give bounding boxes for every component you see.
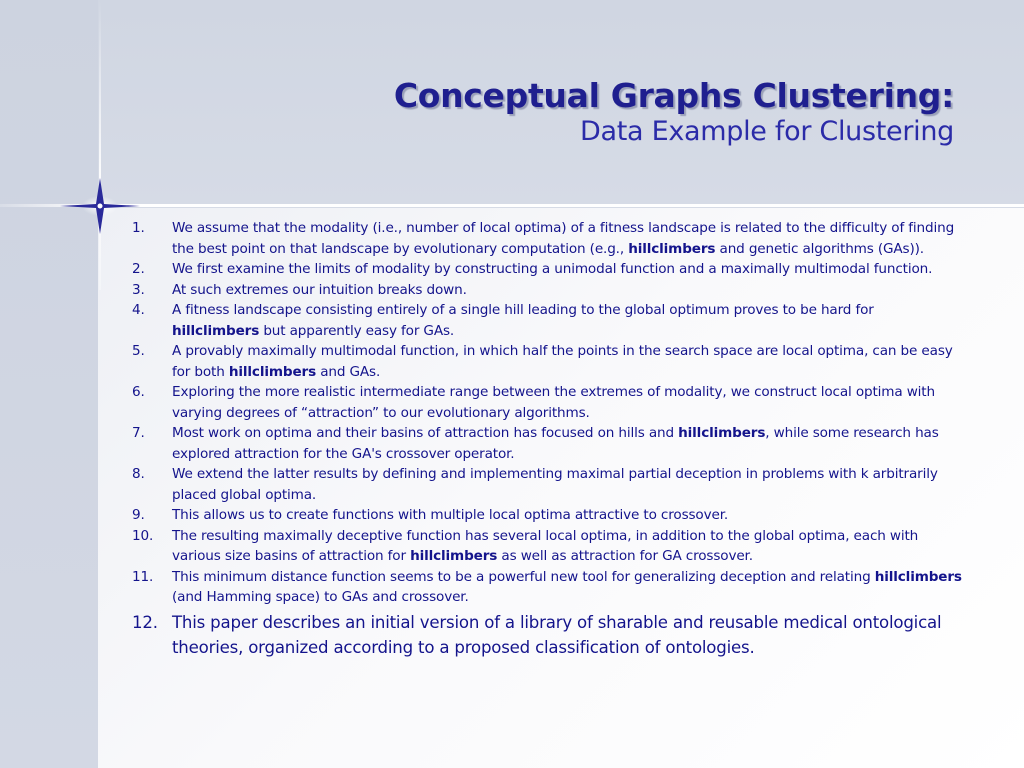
list-item-emphasis: hillclimbers (874, 568, 962, 585)
list-item-number: 2. (132, 261, 145, 277)
list-item-text (172, 259, 962, 280)
list-item-number: 3. (132, 281, 145, 298)
list-item-emphasis: hillclimbers (228, 363, 317, 380)
list-item-text-start: This minimum distance function seems to be a powerful new tool for generalizing deception and relating (172, 568, 875, 585)
list-item-emphasis: hillclimbers (410, 548, 498, 564)
list-item-text (172, 280, 962, 301)
list-item (132, 505, 962, 526)
list-item-text-start: Exploring the more realistic intermediate range between the extremes of modality, we construct local optima with varying degrees of “attraction” to our evolutionary algorithms. (172, 384, 935, 421)
list-item-text (172, 567, 962, 608)
list-item-text (172, 464, 962, 505)
list-item (132, 610, 962, 660)
list-item (132, 423, 962, 464)
list-item-text-start: We assume that the modality (i.e., number of local optima) of a fitness landscape is related to the difficulty of finding the best point on that landscape by evolutionary computation (e.g., (172, 220, 955, 257)
list-item-text-end: but apparently easy for GAs. (259, 322, 455, 339)
list-item (132, 382, 962, 423)
list-item (132, 218, 962, 259)
title-block (394, 76, 954, 149)
list-item-number: 8. (132, 466, 145, 482)
list-item-number: 7. (132, 425, 145, 441)
list-item-text-end: and genetic algorithms (GAs)). (715, 240, 924, 257)
list-item (132, 464, 962, 505)
list-item-emphasis: hillclimbers (172, 322, 260, 339)
list-item-text (172, 300, 962, 341)
list-item-number: 12. (132, 612, 158, 632)
list-item-text (172, 423, 962, 464)
list-item-text-end: (and Hamming space) to GAs and crossover. (172, 589, 469, 605)
numbered-list (132, 218, 962, 660)
list-item-text-start: Most work on optima and their basins of attraction has focused on hills and (172, 425, 679, 441)
list-item (132, 526, 962, 567)
list-item-text (172, 526, 962, 567)
list-item-emphasis: hillclimbers (678, 425, 766, 441)
list-item-number: 1. (132, 220, 145, 236)
list-item-number: 11. (132, 568, 154, 585)
list-item-text-start: We first examine the limits of modality by constructing a unimodal function and a maximally multimodal function. (172, 261, 933, 277)
list-item-number: 10. (132, 527, 154, 544)
list-item-text (172, 505, 962, 526)
list-item-number: 6. (132, 384, 145, 400)
list-item-emphasis: hillclimbers (628, 240, 716, 257)
list-item-text-start: A fitness landscape consisting entirely of a single hill leading to the global optimum proves to be hard for (172, 302, 874, 318)
list-item (132, 280, 962, 301)
list-item-number: 9. (132, 507, 145, 523)
list-item-text-end: as well as attraction for GA crossover. (497, 548, 753, 564)
slide-title: Conceptual Graphs Clustering: (393, 76, 954, 115)
list-item (132, 567, 962, 608)
left-band (0, 0, 98, 768)
list-item-text (172, 610, 962, 660)
list-item (132, 300, 962, 341)
slide-subtitle: Data Example for Clustering (580, 116, 954, 147)
list-item (132, 259, 962, 280)
list-item-text-start: The resulting maximally deceptive function has several local optima, in addition to the global optima, each with various size basins of attraction for (172, 527, 919, 564)
list-item-text-start: We extend the latter results by defining and implementing maximal partial deception in problems with k arbitrarily placed global optima. (172, 466, 938, 503)
list-item-text-start: This paper describes an initial version of a library of sharable and reusable medical ontological theories, organized according to a proposed classification of ontologies. (172, 612, 942, 657)
list-item-text (172, 341, 962, 382)
list-item-text-start: At such extremes our intuition breaks down. (172, 281, 467, 298)
list-item-text-start: A provably maximally multimodal function, in which half the points in the search space are local optima, can be easy for both (172, 343, 953, 380)
list-item-text-end: and GAs. (316, 363, 381, 380)
list-item-number: 4. (132, 302, 145, 318)
decorative-vertical-line (99, 0, 101, 290)
sparkle-star-icon (60, 178, 140, 234)
list-item-text-end: , while some research has explored attraction for the GA's crossover operator. (172, 425, 939, 462)
list-item-text-start: This allows us to create functions with multiple local optima attractive to crossover. (172, 507, 729, 523)
list-item (132, 341, 962, 382)
list-item-text (172, 382, 962, 423)
decorative-horizontal-line (0, 204, 1024, 207)
list-item-number: 5. (132, 343, 145, 359)
list-item-text (172, 218, 962, 259)
